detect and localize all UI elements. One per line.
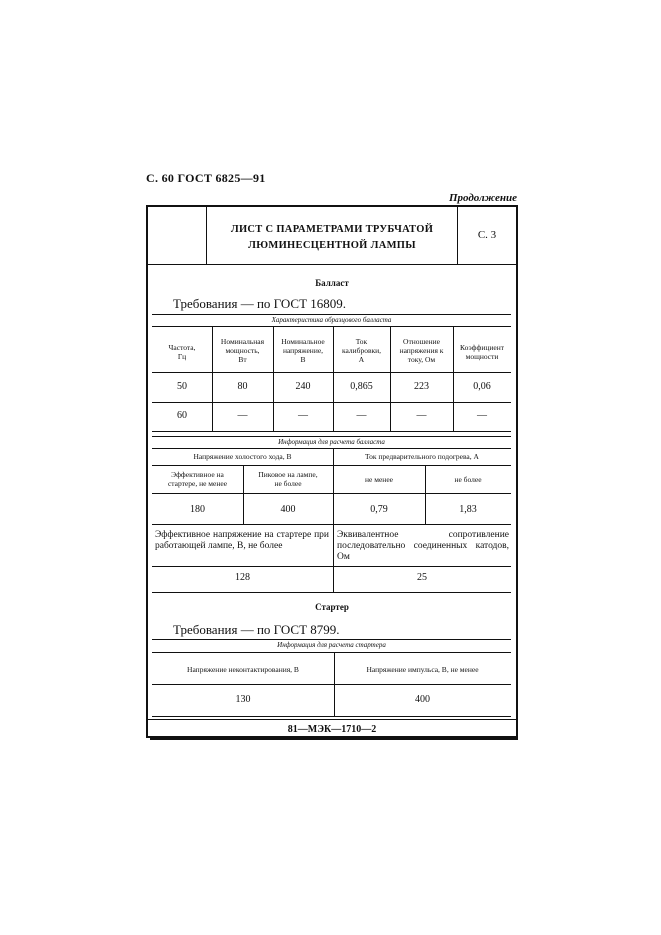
col-header-frequency: Частота, Гц	[168, 343, 196, 361]
table-cell: —	[298, 410, 308, 421]
col-header-voltage: Номинальное напряжение, В	[281, 337, 325, 364]
table1-caption: Характеристика образцового балласта	[271, 316, 392, 324]
table-cell: 180	[190, 504, 205, 515]
non-contact-voltage-header: Напряжение неконтактирования, В	[187, 665, 299, 674]
sheet-title: ЛИСТ С ПАРАМЕТРАМИ ТРУБЧАТОЙ ЛЮМИНЕСЦЕНТНОЙ ЛАМПЫ	[230, 224, 434, 251]
table-cell: 60	[177, 410, 187, 421]
table-cell: 0,865	[350, 381, 373, 392]
col-header-current: Ток калибровки, А	[341, 337, 382, 364]
table-cell: 400	[280, 504, 296, 515]
divider	[152, 566, 511, 567]
open-circuit-voltage-header: Напряжение холостого хода, В	[193, 452, 292, 461]
starter-caption: Информация для расчета стартера	[277, 641, 386, 649]
divider	[152, 493, 511, 494]
preheat-min-header: не менее	[365, 475, 393, 484]
equiv-resistance-value: 25	[417, 572, 427, 583]
starter-requirement: Требования — по ГОСТ 8799.	[173, 622, 340, 637]
divider	[152, 402, 511, 403]
divider	[148, 264, 516, 265]
table-cell: 0,06	[473, 381, 491, 392]
effective-voltage-label: Эффективное напряжение на стартере при работающей лампе, В, не более	[155, 530, 329, 551]
page-number-header: С. 60 ГОСТ 6825—91	[146, 171, 266, 185]
starter-title: Стартер	[315, 602, 349, 612]
divider	[152, 652, 511, 653]
effective-starter-header: Эффективное на стартере, не менее	[167, 470, 228, 488]
preheat-current-header: Ток предварительного подогрева, А	[365, 452, 479, 461]
divider	[152, 465, 511, 466]
divider	[152, 436, 511, 437]
preheat-max-header: не более	[454, 475, 482, 484]
frame-shadow-line	[150, 738, 518, 740]
sheet-code: 81—МЭК—1710—2	[287, 724, 377, 735]
divider	[152, 684, 511, 685]
table-cell: 80	[237, 381, 248, 392]
equiv-resistance-label: Эквивалентное сопротивление последовательно соединенных катодов, Ом	[337, 530, 509, 562]
table-cell: —	[477, 410, 487, 421]
divider	[152, 372, 511, 373]
divider	[152, 314, 511, 315]
peak-lamp-header: Пиковое на лампе, не более	[258, 470, 318, 488]
divider	[425, 465, 426, 524]
continuation-label: Продолжение	[448, 192, 517, 204]
table-cell: 223	[414, 381, 429, 392]
divider	[152, 592, 511, 593]
table-cell: 1,83	[459, 504, 477, 515]
divider	[152, 716, 511, 717]
col-header-ratio: Отношение напряжения к току, Ом	[399, 337, 444, 364]
table-cell: —	[237, 410, 248, 421]
divider	[152, 524, 511, 525]
non-contact-voltage-value: 130	[235, 694, 251, 705]
ballast-title: Балласт	[315, 278, 349, 288]
pulse-voltage-value: 400	[415, 694, 430, 705]
divider	[152, 448, 511, 449]
table-cell: 0,79	[370, 504, 388, 515]
divider	[152, 431, 511, 432]
divider	[334, 652, 335, 716]
pulse-voltage-header: Напряжение импульса, В, не менее	[366, 665, 479, 674]
sheet-page: С. 3	[477, 229, 497, 241]
table2-caption: Информация для расчета балласта	[278, 438, 385, 446]
table-cell: —	[356, 410, 367, 421]
divider	[152, 326, 511, 327]
divider	[333, 448, 334, 592]
divider	[148, 719, 516, 720]
table-cell: 50	[177, 381, 187, 392]
divider	[152, 639, 511, 640]
table-cell: —	[416, 410, 427, 421]
col-header-power-factor: Коэффициент мощности	[460, 343, 504, 361]
ballast-requirement: Требования — по ГОСТ 16809.	[173, 296, 347, 311]
effective-voltage-value: 128	[235, 572, 250, 583]
col-header-power: Номинальная мощность, Вт	[220, 337, 265, 364]
table-cell: 240	[295, 381, 311, 392]
